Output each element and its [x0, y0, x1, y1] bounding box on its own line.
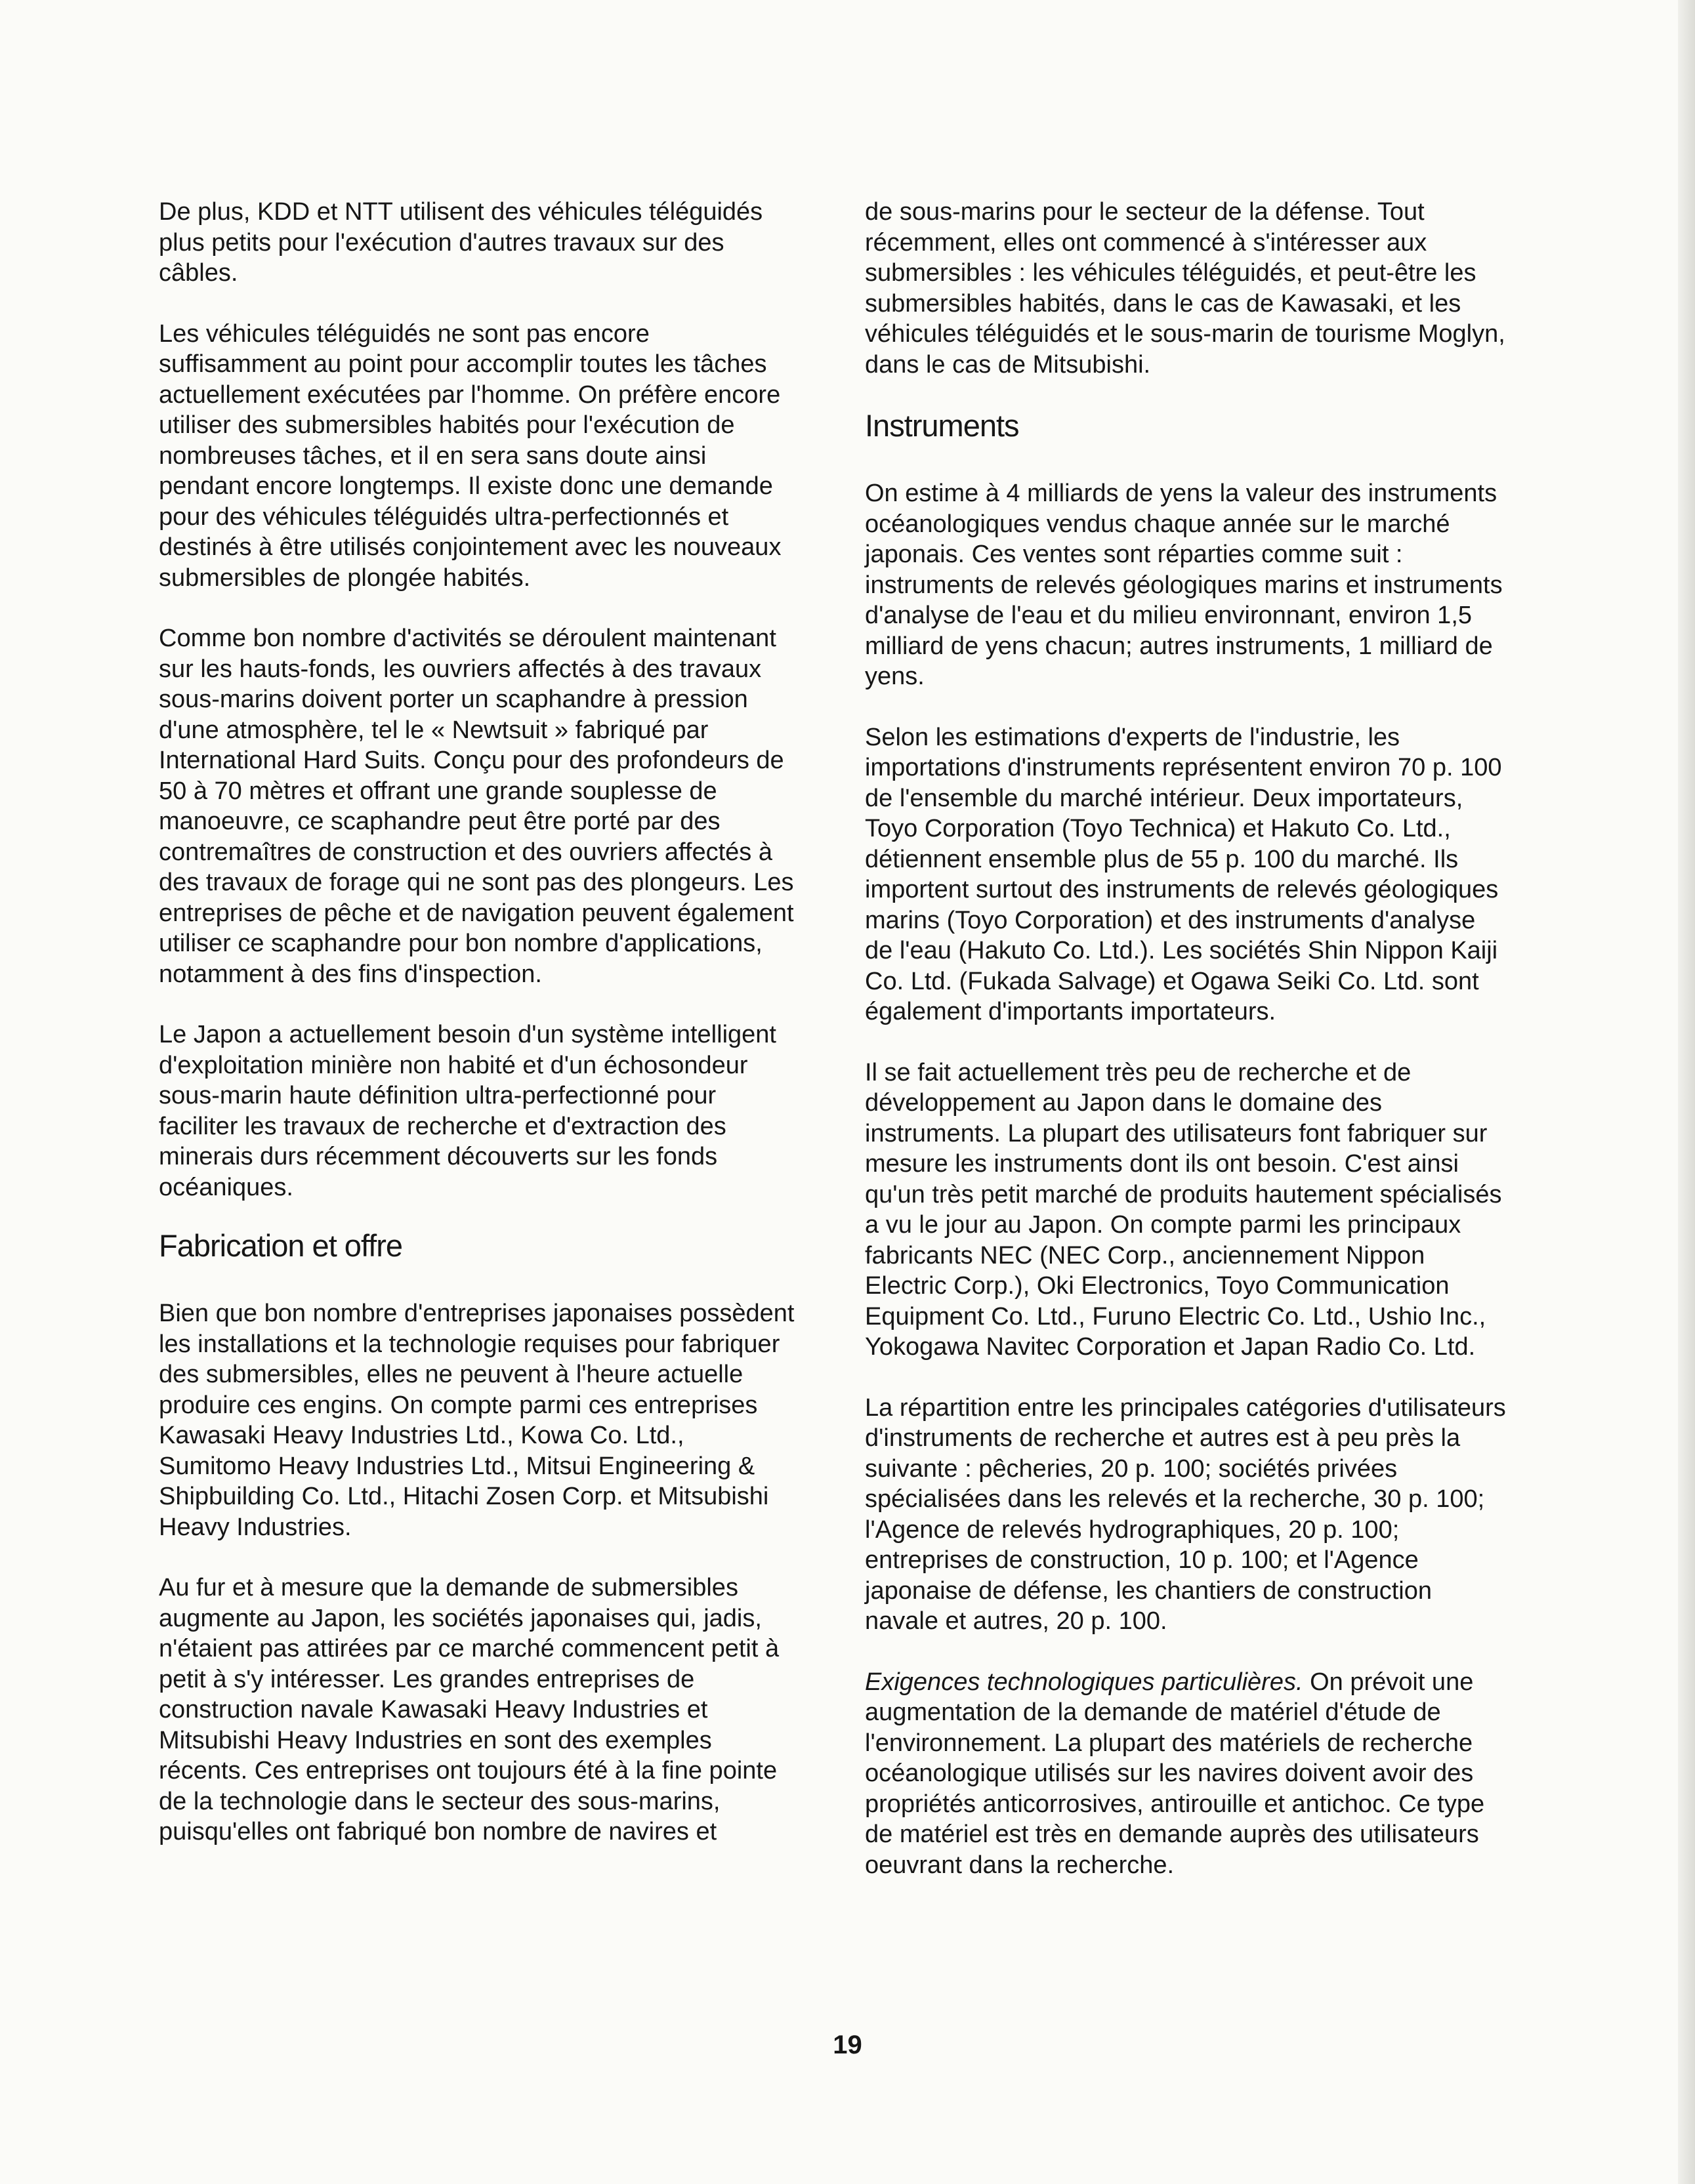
page-number: 19 [833, 2030, 862, 2059]
paragraph: Il se fait actuellement très peu de recherche et de développement au Japon dans le domaine des instruments. La plupart des utilisateurs font fabriquer sur mesure les instruments dont ils ont besoin. C'est ainsi qu'un très petit marché de produits hautement spécialisés a vu le jour au Japon. On compte parmi les principaux fabricants NEC (NEC Corp., anciennement Nippon Electric Corp.), Oki Electronics, Toyo Communication Equipment Co. Ltd., Furuno Electric Co. Ltd., Ushio Inc., Yokogawa Navitec Corporation et Japan Radio Co. Ltd. [865, 1058, 1502, 1361]
paragraph: Au fur et à mesure que la demande de submersibles augmente au Japon, les sociétés japonaises qui, jadis, n'étaient pas attirées par ce marché commencent petit à petit à s'y intéresser. Les grandes entreprises de construction navale Kawasaki Heavy Industries et Mitsubishi Heavy Industries en sont des exemples récents. Ces entreprises ont toujours été à la fine pointe de la technologie dans le secteur des sous-marins, puisqu'elles ont fabriqué bon nombre de navires et [159, 1574, 780, 1845]
section-heading-fabrication: Fabrication et offre [159, 1228, 403, 1263]
paragraph: Le Japon a actuellement besoin d'un système intelligent d'exploitation minière non habité et d'un échosondeur sous-marin haute définition ultra-perfectionné pour faciliter les travaux de recherche et d'extraction des minerais durs récemment découverts sur les fonds océaniques. [159, 1021, 776, 1201]
paragraph: Comme bon nombre d'activités se déroulent maintenant sur les hauts-fonds, les ouvriers affectés à des travaux sous-marins doivent porter un scaphandre à pression d'une atmosphère, tel le « Newtsuit » fabriqué par International Hard Suits. Conçu pour des profondeurs de 50 à 70 mètres et offrant une grande souplesse de manoeuvre, ce scaphandre peut être porté par des contremaîtres de construction et des ouvriers affectés à des travaux de forage qui ne sont pas des plongeurs. Les entreprises de pêche et de navigation peuvent également utiliser ce scaphandre pour bon nombre d'applications, notamment à des fins d'inspection. [159, 625, 794, 988]
paragraph: Selon les estimations d'experts de l'industrie, les importations d'instruments représentent environ 70 p. 100 de l'ensemble du marché intérieur. Deux importateurs, Toyo Corporation (Toyo Technica) et Hakuto Co. Ltd., détiennent ensemble plus de 55 p. 100 du marché. Ils importent surtout des instruments de relevés géologiques marins (Toyo Corporation) et des instruments d'analyse de l'eau (Hakuto Co. Ltd.). Les sociétés Shin Nippon Kaiji Co. Ltd. (Fukada Salvage) et Ogawa Seiki Co. Ltd. sont également d'importants importateurs. [865, 723, 1502, 1025]
scan-edge [1678, 0, 1695, 2184]
right-column [865, 197, 1508, 1910]
paragraph: Bien que bon nombre d'entreprises japonaises possèdent les installations et la technologie requises pour fabriquer des submersibles, elles ne peuvent à l'heure actuelle produire ces engins. On compte parmi ces entreprises Kawasaki Heavy Industries Ltd., Kowa Co. Ltd., Sumitomo Heavy Industries Ltd., Mitsui Engineering & Shipbuilding Co. Ltd., Hitachi Zosen Corp. et Mitsubishi Heavy Industries. [159, 1300, 795, 1541]
italic-lead: Exigences technologiques particulières. [865, 1668, 1303, 1696]
paragraph-text: On prévoit une augmentation de la demande de matériel d'étude de l'environnement. La plupart des matériels de recherche océanologique utilisés sur les navires doivent avoir des propriétés anticorrosives, antirouille et antichoc. Ce type de matériel est très en demande auprès des utilisateurs oeuvrant dans la recherche. [865, 1668, 1485, 1879]
paragraph: La répartition entre les principales catégories d'utilisateurs d'instruments de recherche et autres est à peu près la suivante : pêcheries, 20 p. 100; sociétés privées spécialisées dans les relevés et la recherche, 30 p. 100; l'Agence de relevés hydrographiques, 20 p. 100; entreprises de construction, 10 p. 100; et l'Agence japonaise de défense, les chantiers de construction navale et autres, 20 p. 100. [865, 1393, 1506, 1635]
section-heading-instruments: Instruments [865, 408, 1019, 443]
paragraph [865, 1667, 1508, 1881]
paragraph: On estime à 4 milliards de yens la valeur des instruments océanologiques vendus chaque année sur le marché japonais. Ces ventes sont réparties comme suit : instruments de relevés géologiques marins et instruments d'analyse de l'eau et du milieu environnant, environ 1,5 milliard de yens chacun; autres instruments, 1 milliard de yens. [865, 480, 1503, 690]
paragraph: de sous-marins pour le secteur de la défense. Tout récemment, elles ont commencé à s'intéresser aux submersibles : les véhicules téléguidés, et peut-être les submersibles habités, dans le cas de Kawasaki, et les véhicules téléguidés et le sous-marin de tourisme Moglyn, dans le cas de Mitsubishi. [865, 198, 1505, 379]
paragraph: De plus, KDD et NTT utilisent des véhicules téléguidés plus petits pour l'exécution d'autres travaux sur des câbles. [159, 198, 763, 287]
left-column [159, 197, 802, 1878]
paragraph: Les véhicules téléguidés ne sont pas encore suffisamment au point pour accomplir toutes les tâches actuellement exécutées par l'homme. On préfère encore utiliser des submersibles habités pour l'exécution de nombreuses tâches, et il en sera sans doute ainsi pendant encore longtemps. Il existe donc une demande pour des véhicules téléguidés ultra-perfectionnés et destinés à être utilisés conjointement avec les nouveaux submersibles de plongée habités. [159, 319, 782, 592]
